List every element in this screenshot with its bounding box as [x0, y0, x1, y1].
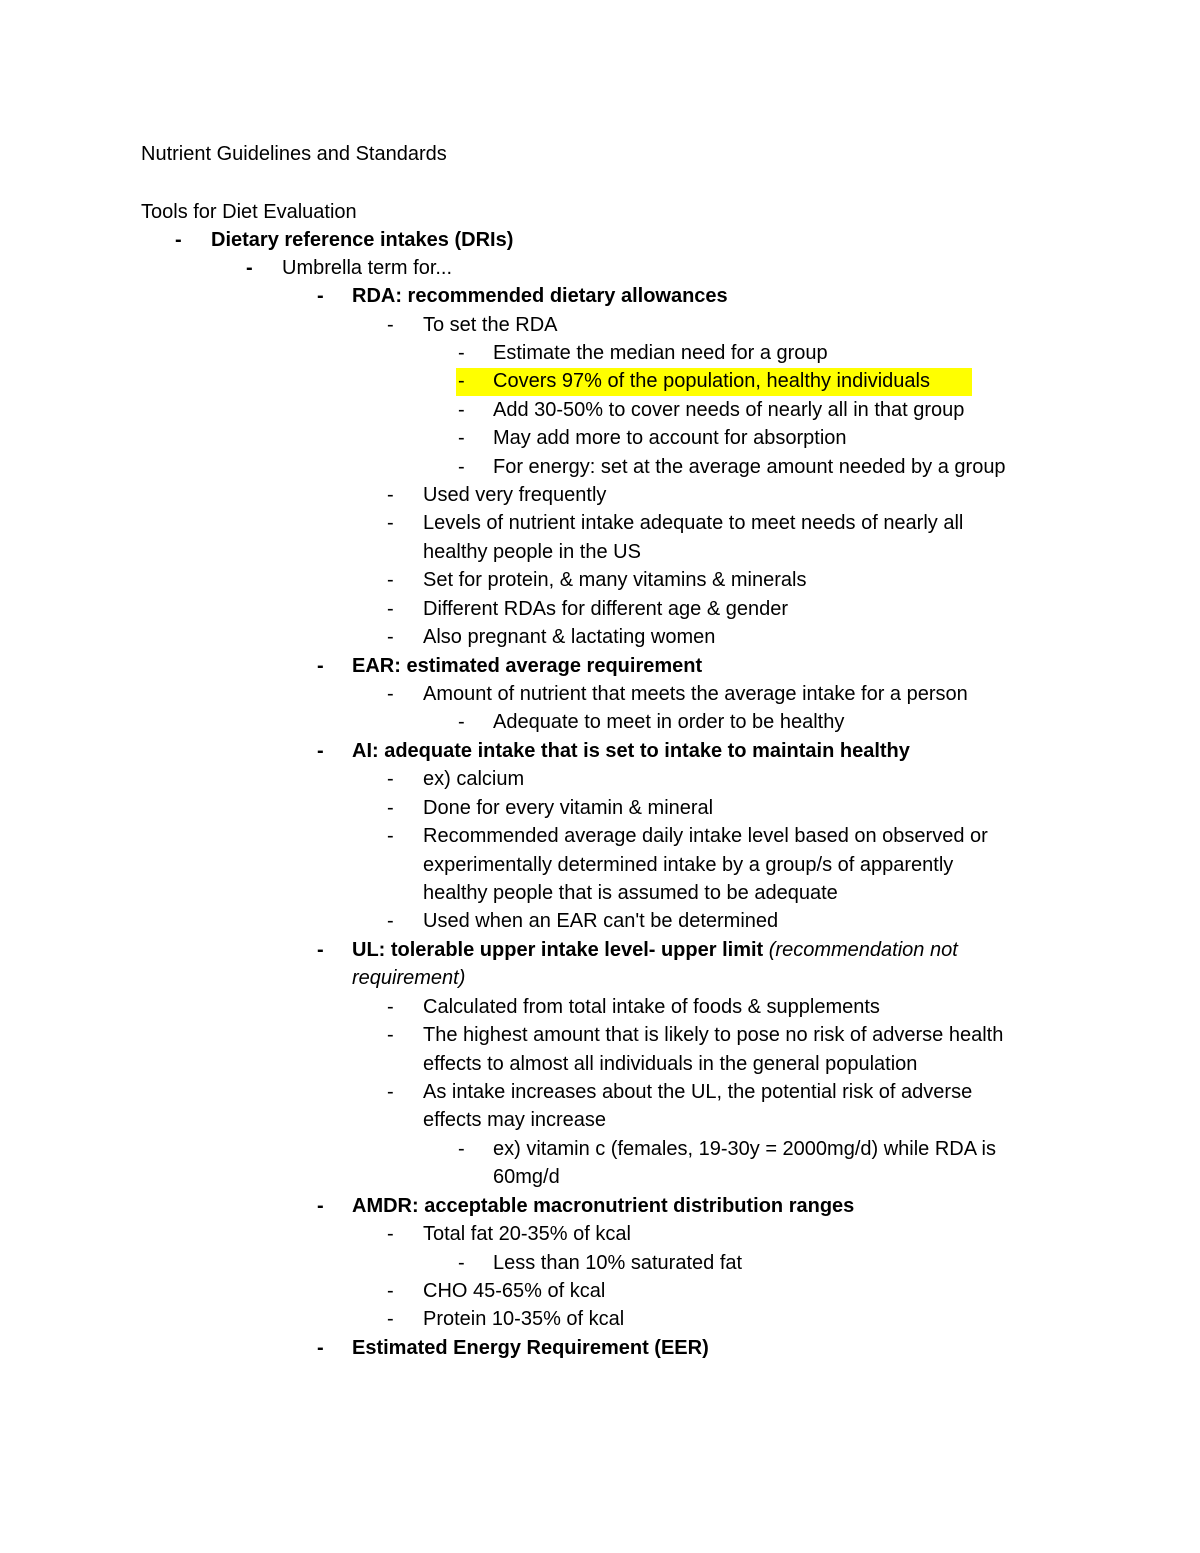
document-page: Nutrient Guidelines and Standards Tools for Diet Evaluation - Dietary reference intakes (DRIs) - Umbrella term for... - RDA: recommended dietary allowances - To set the RDA - Estimate the median need for a group - Covers 97% of the population, healthy individuals - Add 30-50% to cover needs of nearly all in that group - May add more to account for absorption - For energy: set at the average amount needed by a group - Used very frequently - Levels of nutrient intake adequate to meet needs of nearly all healthy people in the US - Set for protein, & many vitamins & minerals - Different RDAs for different age & gender - Also pregnant & lactating women - EAR: estimated average requirement - Amount of nutrient that meets the average intake for a person - Adequate to meet in order to be healthy - AI: adequate intake that is set to intake to maintain healthy - ex) calcium - Done for every vitamin & mineral - Recommended average daily intake level based on observed or experimentally determined intake by a group/s of apparently healthy people that is assumed to be adequate - Used when an EAR can't be determined - UL: tolerable upper intake level- upper limit (recommendation not requirement) - Calculated from total intake of foods & supplements - The highest amount that is likely to pose no risk of adverse health effects to almost all individuals in the general population - As intake increases about the UL, the potential risk of adverse effects may increase - ex) vitamin c (females, 19-30y = 2000mg/d) while RDA is 60mg/d - AMDR: acceptable macronutrient distribution ranges - Total fat 20-35% of kcal - Less than 10% saturated fat - CHO 45-65% of kcal - Protein 10-35% of kcal - Estimated Energy Requirement (EER): [0, 0, 1200, 1553]
document-title: Nutrient Guidelines and Standards: [141, 143, 447, 165]
section-heading: Tools for Diet Evaluation: [141, 201, 357, 223]
